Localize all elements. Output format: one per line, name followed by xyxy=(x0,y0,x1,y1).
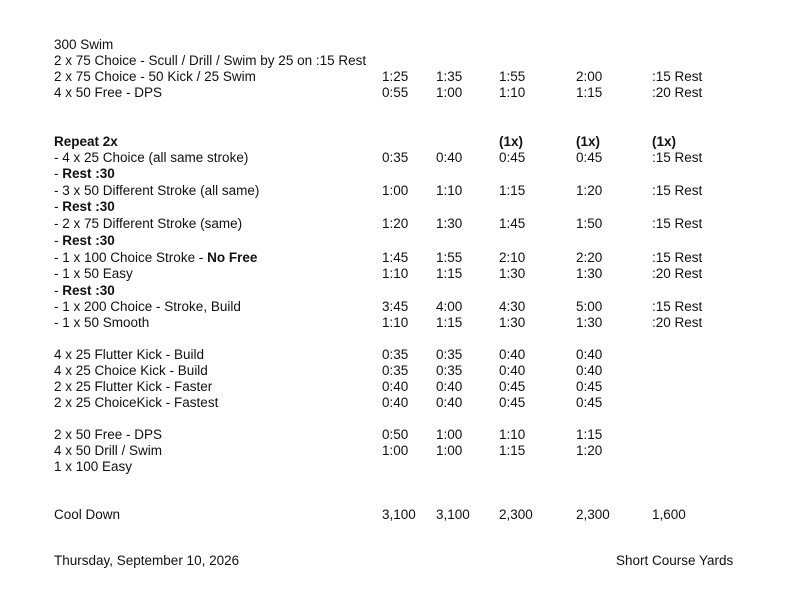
time-cell-col4: 0:45 xyxy=(576,379,603,394)
workout-row xyxy=(0,395,792,411)
time-cell-col2: 0:35 xyxy=(436,347,463,362)
time-cell-col2: 1:00 xyxy=(436,427,463,442)
time-cell-col2: 3,100 xyxy=(436,507,470,522)
time-cell-col2: 1:35 xyxy=(436,69,463,84)
workout-row xyxy=(0,53,792,69)
time-cell-col5: 1,600 xyxy=(652,507,686,522)
row-label: 4 x 25 Choice Kick - Build xyxy=(54,363,208,378)
time-cell-col5: :15 Rest xyxy=(652,250,703,265)
time-cell-col1: 0:40 xyxy=(382,379,409,394)
time-cell-col3: 1:10 xyxy=(499,85,526,100)
time-cell-col5: :15 Rest xyxy=(652,299,703,314)
workout-row xyxy=(0,266,792,282)
time-cell-col3: 0:40 xyxy=(499,363,526,378)
time-cell-col2: 1:15 xyxy=(436,266,463,281)
time-cell-col3: 1:15 xyxy=(499,443,526,458)
row-label: 2 x 75 Choice - Scull / Drill / Swim by 25 on :15 Rest xyxy=(54,53,367,68)
row-label-prefix: - xyxy=(54,199,63,214)
time-cell-col4: 1:15 xyxy=(576,85,603,100)
time-cell-col1: 1:10 xyxy=(382,315,409,330)
workout-row xyxy=(0,363,792,379)
time-cell-col3: 1:55 xyxy=(499,69,526,84)
workout-row xyxy=(0,299,792,315)
workout-row xyxy=(0,233,792,249)
time-cell-col1: 1:00 xyxy=(382,443,409,458)
row-label: - 4 x 25 Choice (all same stroke) xyxy=(54,150,249,165)
time-cell-col4: 1:30 xyxy=(576,315,603,330)
time-cell-col3: 2,300 xyxy=(499,507,533,522)
time-cell-col1: 3,100 xyxy=(382,507,416,522)
time-cell-col5: :15 Rest xyxy=(652,150,703,165)
time-cell-col5: :15 Rest xyxy=(652,183,703,198)
time-cell-col4: 0:45 xyxy=(576,150,603,165)
time-cell-col4: 1:30 xyxy=(576,266,603,281)
workout-row xyxy=(0,134,792,150)
time-cell-col4: 1:20 xyxy=(576,183,603,198)
row-label: - 1 x 50 Smooth xyxy=(54,315,150,330)
row-label xyxy=(54,233,115,249)
time-cell-col4: 0:40 xyxy=(576,363,603,378)
workout-row xyxy=(0,443,792,459)
workout-row xyxy=(0,250,792,266)
row-label: - 1 x 50 Easy xyxy=(54,266,133,281)
row-label: 4 x 25 Flutter Kick - Build xyxy=(54,347,205,362)
time-cell-col4: 2,300 xyxy=(576,507,610,522)
time-cell-col3: 1:30 xyxy=(499,266,526,281)
time-cell-col1: 0:55 xyxy=(382,85,409,100)
row-label-prefix: - xyxy=(54,283,63,298)
time-cell-col4: 1:20 xyxy=(576,443,603,458)
time-cell-col3: 0:40 xyxy=(499,347,526,362)
time-cell-col2: 1:30 xyxy=(436,216,463,231)
row-label-emphasis: Rest :30 xyxy=(62,166,115,181)
time-cell-col1: 0:50 xyxy=(382,427,409,442)
row-label: 2 x 25 ChoiceKick - Fastest xyxy=(54,395,219,410)
time-cell-col3: 0:45 xyxy=(499,150,526,165)
time-cell-col2: 0:40 xyxy=(436,379,463,394)
time-cell-col1: 1:00 xyxy=(382,183,409,198)
workout-row xyxy=(0,150,792,166)
time-cell-col1: 1:10 xyxy=(382,266,409,281)
row-label: - 1 x 200 Choice - Stroke, Build xyxy=(54,299,241,314)
time-cell-col4: 0:45 xyxy=(576,395,603,410)
time-cell-col1: 0:35 xyxy=(382,347,409,362)
time-cell-col2: 1:10 xyxy=(436,183,463,198)
workout-row xyxy=(0,216,792,232)
workout-row xyxy=(0,427,792,443)
row-label xyxy=(54,199,115,215)
row-label-prefix: - xyxy=(54,233,63,248)
workout-row xyxy=(0,199,792,215)
row-label: Cool Down xyxy=(54,507,121,522)
time-cell-col4: (1x) xyxy=(576,134,601,149)
row-label: Repeat 2x xyxy=(54,134,118,149)
row-label: 2 x 25 Flutter Kick - Faster xyxy=(54,379,213,394)
time-cell-col5: :20 Rest xyxy=(652,315,703,330)
time-cell-col2: 0:35 xyxy=(436,363,463,378)
row-label-emphasis: Rest :30 xyxy=(62,283,115,298)
time-cell-col5: :15 Rest xyxy=(652,216,703,231)
workout-row xyxy=(0,283,792,299)
time-cell-col1: 1:20 xyxy=(382,216,409,231)
time-cell-col5: :20 Rest xyxy=(652,85,703,100)
workout-row xyxy=(0,379,792,395)
row-label-emphasis: Rest :30 xyxy=(62,233,115,248)
time-cell-col1: 0:35 xyxy=(382,363,409,378)
row-label: - 2 x 75 Different Stroke (same) xyxy=(54,216,243,231)
time-cell-col4: 1:15 xyxy=(576,427,603,442)
row-label-prefix: - 1 x 100 Choice Stroke - xyxy=(54,250,208,265)
time-cell-col3: 4:30 xyxy=(499,299,526,314)
workout-row xyxy=(0,37,792,53)
time-cell-col1: 3:45 xyxy=(382,299,409,314)
time-cell-col1: 1:25 xyxy=(382,69,409,84)
time-cell-col5: :15 Rest xyxy=(652,69,703,84)
workout-row xyxy=(0,315,792,331)
time-cell-col1: 0:40 xyxy=(382,395,409,410)
time-cell-col2: 1:00 xyxy=(436,85,463,100)
time-cell-col4: 2:00 xyxy=(576,69,603,84)
time-cell-col2: 0:40 xyxy=(436,150,463,165)
time-cell-col4: 0:40 xyxy=(576,347,603,362)
row-label-prefix: - xyxy=(54,166,63,181)
row-label xyxy=(54,166,115,182)
row-label xyxy=(54,250,257,266)
workout-row xyxy=(0,347,792,363)
footer-course-type: Short Course Yards xyxy=(616,553,734,568)
time-cell-col5: :20 Rest xyxy=(652,266,703,281)
time-cell-col5: (1x) xyxy=(652,134,677,149)
time-cell-col3: 1:15 xyxy=(499,183,526,198)
workout-row xyxy=(0,69,792,85)
workout-row xyxy=(0,85,792,101)
time-cell-col3: 1:10 xyxy=(499,427,526,442)
time-cell-col2: 1:00 xyxy=(436,443,463,458)
time-cell-col1: 1:45 xyxy=(382,250,409,265)
row-label-emphasis: No Free xyxy=(207,250,258,265)
time-cell-col3: 1:45 xyxy=(499,216,526,231)
row-label: - 3 x 50 Different Stroke (all same) xyxy=(54,183,260,198)
time-cell-col3: 0:45 xyxy=(499,395,526,410)
time-cell-col2: 4:00 xyxy=(436,299,463,314)
time-cell-col4: 2:20 xyxy=(576,250,603,265)
time-cell-col3: 1:30 xyxy=(499,315,526,330)
time-cell-col3: 0:45 xyxy=(499,379,526,394)
time-cell-col4: 5:00 xyxy=(576,299,603,314)
footer-date: Thursday, September 10, 2026 xyxy=(54,553,240,568)
time-cell-col3: (1x) xyxy=(499,134,524,149)
time-cell-col2: 1:55 xyxy=(436,250,463,265)
time-cell-col3: 2:10 xyxy=(499,250,526,265)
workout-row xyxy=(0,166,792,182)
row-label xyxy=(54,283,115,299)
row-label-emphasis: Rest :30 xyxy=(62,199,115,214)
workout-row xyxy=(0,459,792,475)
row-label: 2 x 75 Choice - 50 Kick / 25 Swim xyxy=(54,69,256,84)
time-cell-col1: 0:35 xyxy=(382,150,409,165)
row-label: 1 x 100 Easy xyxy=(54,459,133,474)
workout-row xyxy=(0,183,792,199)
time-cell-col2: 0:40 xyxy=(436,395,463,410)
time-cell-col2: 1:15 xyxy=(436,315,463,330)
row-label: 2 x 50 Free - DPS xyxy=(54,427,163,442)
time-cell-col4: 1:50 xyxy=(576,216,603,231)
workout-row xyxy=(0,507,792,523)
row-label: 300 Swim xyxy=(54,37,114,52)
row-label: 4 x 50 Free - DPS xyxy=(54,85,163,100)
row-label: 4 x 50 Drill / Swim xyxy=(54,443,163,458)
